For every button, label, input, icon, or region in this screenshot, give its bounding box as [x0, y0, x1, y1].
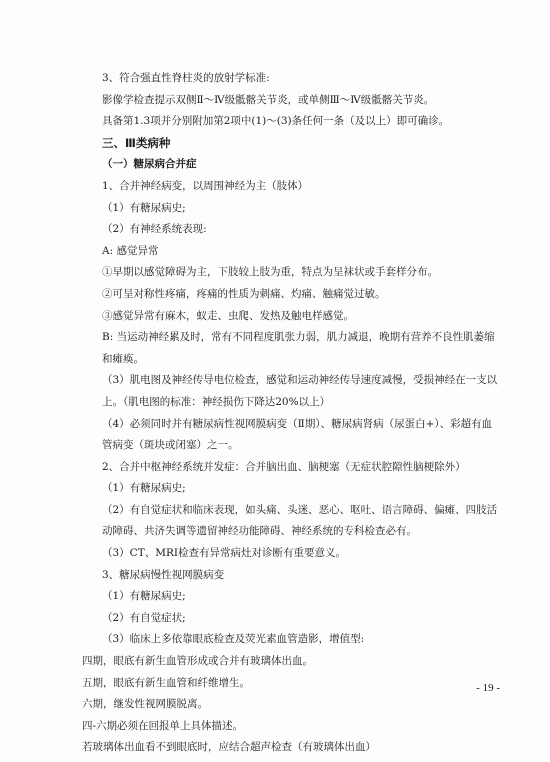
item-a-2: ②可呈对称性疼痛，疼痛的性质为刺痛、灼痛、触痛觉过敏。 [102, 287, 386, 300]
diagnosis-rule: 具备第1.3项并分别附加第2项中(1)～(3)条任何一条（及以上）即可确诊。 [102, 115, 450, 128]
stage-5: 五期，眼底有新生血管和纤维增生。 [82, 676, 250, 689]
criterion-3-title: 3、符合强直性脊柱炎的放射学标准: [102, 72, 270, 84]
item-1-4: （4）必须同时并有糖尿病性视网膜病变（Ⅱ期）、糖尿病肾病（尿蛋白+）、彩超有血管病变（斑块或闭塞）之一。 [102, 417, 493, 452]
page-number: - 19 - [476, 682, 500, 694]
item-1-1: （1）有糖尿病史; [102, 201, 186, 214]
item-3-2: （2）有自觉症状; [102, 611, 186, 624]
item-3-1: （1）有糖尿病史; [102, 590, 186, 603]
item-a-sensory: A: 感觉异常 [102, 244, 159, 257]
item-a-1: ①早期以感觉障碍为主，下肢较上肢为重，特点为呈袜状或手套样分布。 [102, 266, 438, 279]
item-2-cns: 2、合并中枢神经系统并发症：合并脑出血、脑梗塞（无症状腔隙性脑梗除外） [102, 460, 466, 473]
stage-4: 四期，眼底有新生血管形成或合并有玻璃体出血。 [82, 655, 313, 668]
stage-6: 六期，继发性视网膜脱离。 [82, 698, 208, 711]
document-body [82, 68, 502, 759]
item-3-retinopathy: 3、糖尿病慢性视网膜病变 [102, 568, 225, 581]
item-2-1: （1）有糖尿病史; [102, 482, 186, 495]
item-1-2: （2）有神经系统表现: [102, 223, 207, 236]
item-1-neuropathy: 1、合并神经病变，以周围神经为主（肢体） [102, 179, 309, 192]
item-3-3: （3）临床上多依靠眼底检查及荧光素血管造影，增值型: [102, 633, 365, 646]
item-2-3: （3）CT、MRI检查有异常病灶对诊断有重要意义。 [102, 547, 347, 560]
ultrasound-note: 若玻璃体出血看不到眼底时，应结合超声检查（有玻璃体出血） [82, 741, 376, 754]
item-b-motor: B: 当运动神经累及时，常有不同程度肌张力弱，肌力减退，晚期有营养不良性肌萎缩和瘫痪。 [102, 331, 495, 365]
stage-note: 四-六期必须在回报单上具体描述。 [82, 719, 244, 732]
item-a-3: ③感觉异常有麻木，蚁走、虫爬、发热及触电样感觉。 [102, 309, 354, 322]
imaging-criterion: 影像学检查提示双侧Ⅱ～Ⅳ级骶髂关节炎，或单侧Ⅲ～Ⅳ级骶髂关节炎。 [102, 93, 435, 106]
item-2-2: （2）有自觉症状和临床表现，如头痛、头迷、恶心、呕吐、语言障碍、偏瘫、四肢活动障碍、共济失调等遗留神经功能障碍、神经系统的专科检查必有。 [102, 503, 498, 538]
subsection-heading-diabetes: （一）糖尿病合并症 [102, 158, 197, 171]
item-1-3-emg: （3）肌电图及神经传导电位检查，感觉和运动神经传导速度减慢，受损神经在一支以上。（肌电图的标准：神经损伤下降达20%以上） [102, 374, 498, 408]
section-heading-class-3: 三、Ⅲ类病种 [102, 135, 171, 150]
